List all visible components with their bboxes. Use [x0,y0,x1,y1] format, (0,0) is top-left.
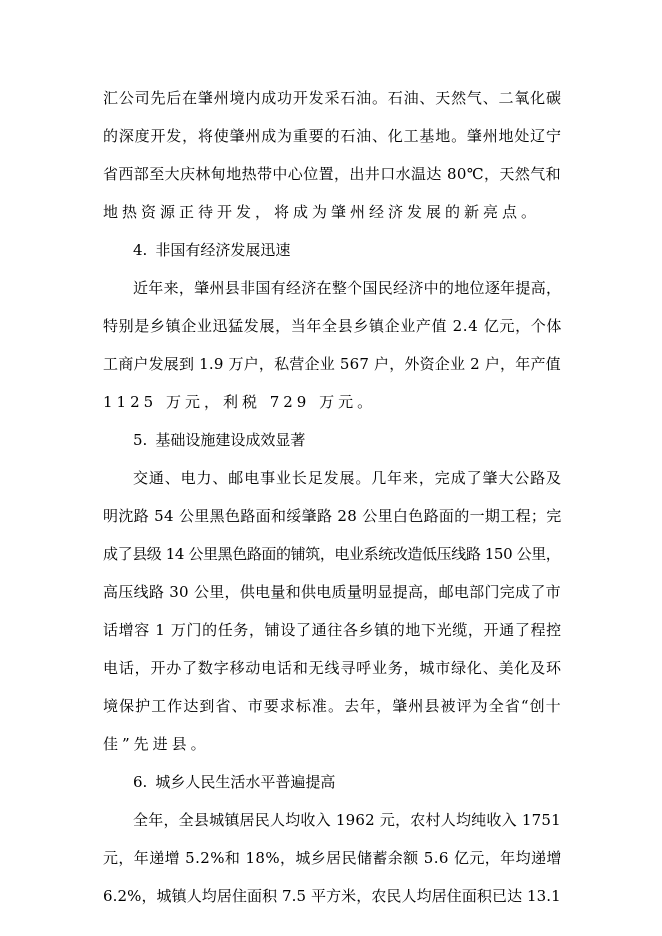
paragraph-line: 成了县级 14 公里黑色路面的铺筑，电业系统改造低压线路 150 公里， [103,545,561,563]
paragraph-line: 的深度开发，将使肇州成为重要的石油、化工基地。肇州地处辽宁 [103,127,562,145]
section-heading-4 [133,240,290,260]
section-title: 城乡人民生活水平普遍提高 [155,773,336,791]
paragraph-line: 省西部至大庆林甸地热带中心位置，出井口水温达 80℃，天然气和 [103,165,562,183]
paragraph-line: 元，年递增 5.2%和 18%，城乡居民储蓄余额 5.6 亿元，年均递增 [103,849,562,867]
paragraph-line: 高压线路 30 公里，供电量和供电质量明显提高，邮电部门完成了市 [103,583,561,601]
section-number: 4. [133,241,148,259]
paragraph-line: 1125 万元，利税 729 万元。 [103,393,377,411]
paragraph-line: 佳”先进县。 [103,735,210,753]
section-heading-6 [133,772,335,792]
paragraph-line: 6.2%，城镇人均居住面积 7.5 平方米，农民人均居住面积已达 13.1 [103,887,561,905]
section-title: 非国有经济发展迅速 [155,241,291,259]
paragraph-line: 工商户发展到 1.9 万户，私营企业 567 户，外资企业 2 户，年产值 [103,355,561,373]
paragraph-line: 境保护工作达到省、市要求标准。去年，肇州县被评为全省“创十 [103,697,562,715]
paragraph-line: 话增容 1 万门的任务，铺设了通往各乡镇的地下光缆，开通了程控 [103,621,562,639]
paragraph-line: 电话，开办了数字移动电话和无线寻呼业务，城市绿化、美化及环 [103,659,562,677]
section-number: 6. [133,773,148,791]
section-title: 基础设施建设成效显著 [155,431,306,449]
section-heading-5 [133,430,305,450]
paragraph-line: 地热资源正待开发，将成为肇州经济发展的新亮点。 [103,203,541,221]
paragraph-line: 特别是乡镇企业迅猛发展，当年全县乡镇企业产值 2.4 亿元，个体 [103,317,563,335]
paragraph-line: 全年，全县城镇居民人均收入 1962 元，农村人均纯收入 1751 [133,811,561,829]
paragraph-line: 汇公司先后在肇州境内成功开发采石油。石油、天然气、二氧化碳 [103,89,562,107]
section-number: 5. [133,431,148,449]
paragraph-line: 交通、电力、邮电事业长足发展。几年来，完成了肇大公路及 [133,469,562,487]
paragraph-line: 近年来，肇州县非国有经济在整个国民经济中的地位逐年提高， [133,279,562,297]
paragraph-line: 明沈路 54 公里黑色路面和绥肇路 28 公里白色路面的一期工程；完 [103,507,562,525]
